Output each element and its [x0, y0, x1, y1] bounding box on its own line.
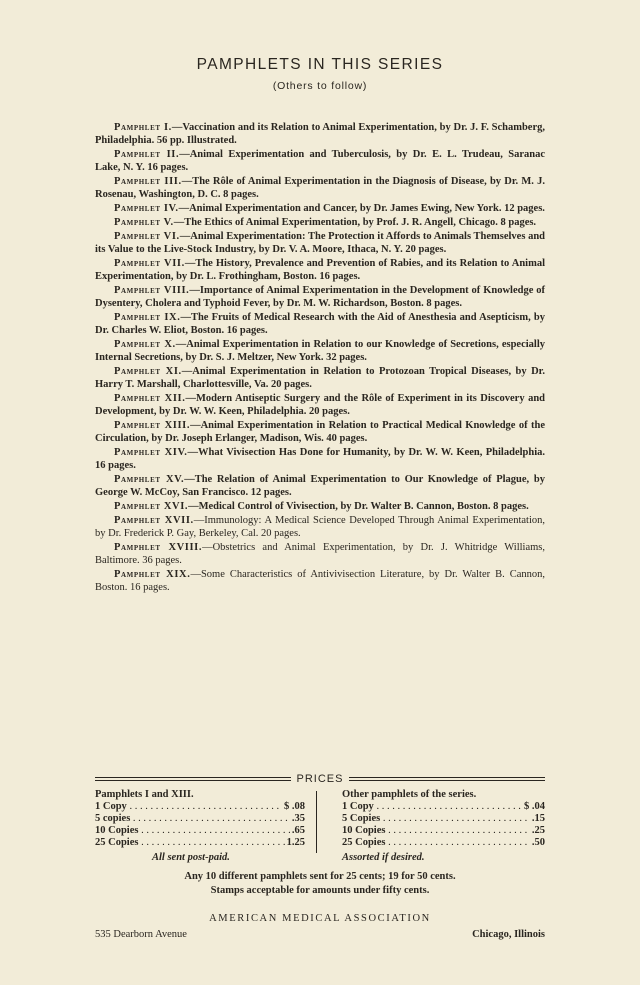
list-item [95, 419, 545, 445]
stamps-line: Stamps acceptable for amounts under fifty cents. [210, 885, 430, 896]
list-item [95, 148, 545, 174]
pamphlet-description: —The Fruits of Medical Research with the Aid of Anesthesia and Asepticism, by Dr. Charles W. Eliot, Boston. 16 pages. [95, 312, 545, 336]
pamphlet-description: —Animal Experimentation in Relation to Protozoan Tropical Diseases, by Dr. Harry T. Marshall, Charlottesville, Va. 20 pages. [95, 366, 545, 390]
price-quantity: 5 copies . . . [95, 813, 290, 825]
pamphlet-description: —Obstetrics and Animal Experimentation, by Dr. J. Whitridge Williams, Baltimore. 36 pages. [95, 542, 545, 566]
price-value: .65 [291, 825, 305, 836]
pamphlet-number: Pamphlet XVIII. [114, 542, 203, 553]
price-quantity: 1 Copy . . . [95, 801, 282, 813]
price-quantity: 25 Copies . . . [342, 837, 530, 849]
pamphlet-number: Pamphlet III. [114, 176, 182, 187]
pamphlet-number: Pamphlet IX. [114, 312, 181, 323]
pamphlet-number: Pamphlet II. [114, 149, 180, 160]
pamphlet-description: —Animal Experimentation: The Protection it Affords to Animals Themselves and its Value to the Live-Stock Industry, by Dr. V. A. Moore, Ithaca, N. Y. 20 pages. [95, 231, 546, 255]
price-row [342, 813, 545, 825]
pamphlet-number: Pamphlet XI. [114, 366, 182, 377]
list-item [95, 216, 545, 229]
prices-heading-rule [95, 772, 545, 786]
price-quantity: 1 Copy . . . [342, 801, 522, 813]
pamphlet-description: —Animal Experimentation and Tuberculosis, by Dr. E. L. Trudeau, Saranac Lake, N. Y. 16 pages. [95, 149, 545, 173]
price-row [342, 837, 545, 849]
pamphlet-number: Pamphlet VIII. [114, 285, 190, 296]
price-row [95, 837, 305, 849]
price-value: $ .04 [524, 801, 545, 812]
pamphlet-description: —The Relation of Animal Experimentation to Our Knowledge of Plague, by George W. McCoy, San Francisco. 12 pages. [95, 474, 545, 498]
price-table-first [95, 789, 305, 849]
pamphlet-description: —Vaccination and its Relation to Animal Experimentation, by Dr. J. F. Schamberg, Philadelphia. 56 pp. Illustrated. [95, 122, 546, 146]
list-item [95, 500, 545, 513]
price-row [95, 801, 305, 813]
price-value: $ .08 [284, 801, 305, 812]
list-item [95, 541, 545, 567]
price-quantity: 25 Copies . . . [95, 837, 285, 849]
list-item [95, 568, 545, 594]
publisher-city: Chicago, Illinois [472, 929, 545, 940]
price-quantity: 10 Copies . . . [95, 825, 290, 837]
publisher-name: AMERICAN MEDICAL ASSOCIATION [209, 913, 431, 924]
pamphlet-description: —Modern Antiseptic Surgery and the Rôle of Experiment in its Discovery and Development, by Dr. W. W. Keen, Philadelphia. 20 pages. [95, 393, 545, 417]
pamphlet-description: —Importance of Animal Experimentation in the Development of Knowledge of Dysentery, Cholera and Typhoid Fever, by Dr. M. W. Richardson, Boston. 8 pages. [95, 285, 546, 309]
pamphlet-number: Pamphlet VI. [114, 231, 180, 242]
pamphlet-number: Pamphlet V. [114, 217, 174, 228]
price-quantity: 5 Copies . . . [342, 813, 530, 825]
price-row [342, 801, 545, 813]
list-item [95, 257, 545, 283]
list-item [95, 365, 545, 391]
bulk-offer-line: Any 10 different pamphlets sent for 25 cents; 19 for 50 cents. [184, 871, 456, 882]
pamphlet-description: —Animal Experimentation and Cancer, by Dr. James Ewing, New York. 12 pages. [178, 203, 545, 214]
pamphlet-description: —Immunology: A Medical Science Developed Through Animal Experimentation, by Dr. Frederick P. Gay, Berkeley, Cal. 20 pages. [95, 515, 545, 539]
list-item [95, 175, 545, 201]
pamphlet-number: Pamphlet XVII. [114, 515, 194, 526]
price-table-header: Pamphlets I and XIII. [95, 789, 194, 800]
double-rule-left [95, 777, 291, 781]
postpaid-note: All sent post-paid. [152, 852, 230, 863]
pamphlet-description: —Some Characteristics of Antivivisection Literature, by Dr. Walter B. Cannon, Boston. 16 pages. [95, 569, 545, 593]
pamphlet-number: Pamphlet IV. [114, 203, 179, 214]
publisher-address: 535 Dearborn Avenue [95, 929, 187, 940]
pamphlet-description: —The Ethics of Animal Experimentation, by Prof. J. R. Angell, Chicago. 8 pages. [173, 217, 537, 228]
list-item [95, 514, 545, 540]
pamphlet-description: —Medical Control of Vivisection, by Dr. Walter B. Cannon, Boston. 8 pages. [188, 501, 529, 512]
list-item [95, 121, 545, 147]
price-quantity: 10 Copies . . . [342, 825, 530, 837]
pamphlet-list [95, 121, 545, 595]
pamphlet-number: Pamphlet XVI. [114, 501, 189, 512]
assorted-note: Assorted if desired. [342, 852, 425, 863]
list-item [95, 392, 545, 418]
list-item [95, 230, 545, 256]
pamphlet-number: Pamphlet XIII. [114, 420, 191, 431]
pamphlet-number: Pamphlet XIV. [114, 447, 188, 458]
list-item [95, 284, 545, 310]
pamphlet-number: Pamphlet VII. [114, 258, 185, 269]
pamphlet-description: —Animal Experimentation in Relation to our Knowledge of Secretions, especially Internal Secretions, by Dr. S. J. Meltzer, New York. 32 pages. [95, 339, 545, 363]
page-title: PAMPHLETS IN THIS SERIES [196, 56, 444, 73]
pamphlet-number: Pamphlet XII. [114, 393, 186, 404]
price-value: .25 [531, 825, 545, 836]
list-item [95, 202, 545, 215]
list-item [95, 311, 545, 337]
pamphlet-description: —What Vivisection Has Done for Humanity, by Dr. W. W. Keen, Philadelphia. 16 pages. [95, 447, 545, 471]
price-value: .50 [531, 837, 545, 848]
price-row [95, 825, 305, 837]
pamphlet-description: —The History, Prevalence and Prevention of Rabies, and its Relation to Animal Experimentation, by Dr. L. Frothingham, Boston. 16 pages. [95, 258, 546, 282]
price-table-other [342, 789, 545, 849]
price-value: .15 [531, 813, 545, 824]
pamphlet-number: Pamphlet XIX. [114, 569, 191, 580]
price-table-header: Other pamphlets of the series. [342, 789, 477, 800]
page-subtitle: (Others to follow) [272, 80, 368, 92]
pamphlet-number: Pamphlet X. [114, 339, 176, 350]
column-divider [316, 791, 317, 853]
double-rule-right [349, 777, 545, 781]
prices-heading: PRICES [296, 773, 344, 785]
price-row [342, 825, 545, 837]
list-item [95, 473, 545, 499]
list-item [95, 338, 545, 364]
pamphlet-description: —The Rôle of Animal Experimentation in the Diagnosis of Disease, by Dr. M. J. Rosenau, Washington, D. C. 8 pages. [95, 176, 545, 200]
price-value: .35 [291, 813, 305, 824]
pamphlet-number: Pamphlet XV. [114, 474, 185, 485]
price-row [95, 813, 305, 825]
pamphlet-number: Pamphlet I. [114, 122, 172, 133]
pamphlet-description: —Animal Experimentation in Relation to Practical Medical Knowledge of the Circulation, by Dr. Joseph Erlanger, Madison, Wis. 40 pages. [95, 420, 545, 444]
list-item [95, 446, 545, 472]
price-value: 1.25 [286, 837, 305, 848]
